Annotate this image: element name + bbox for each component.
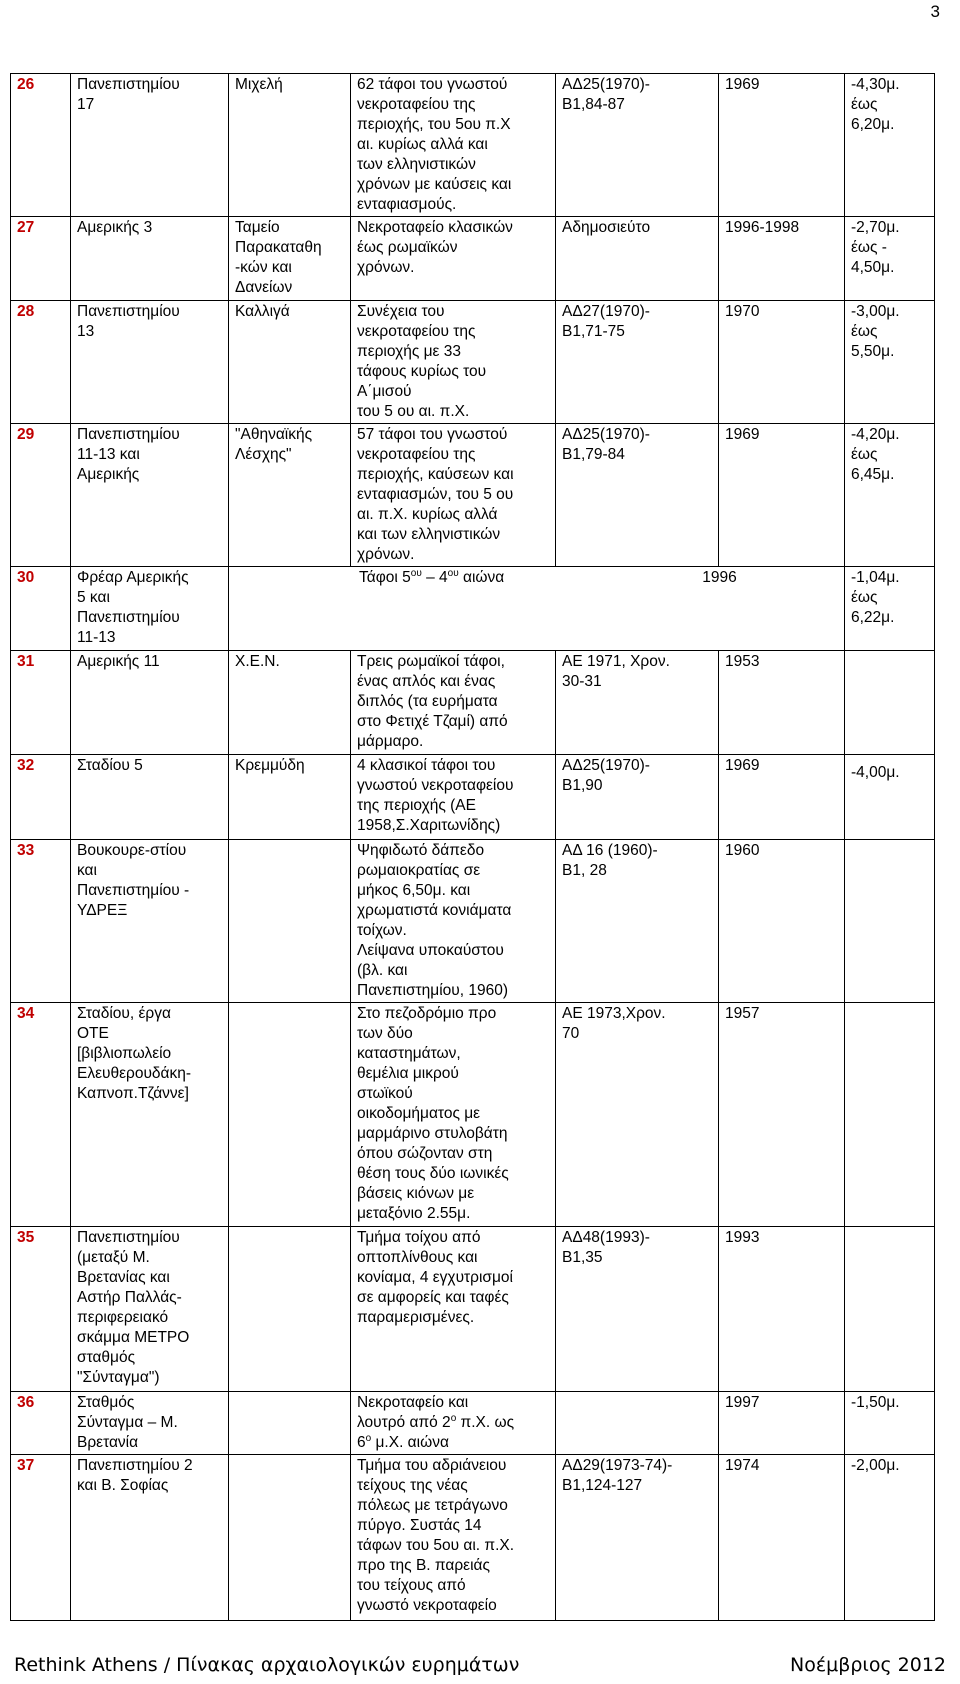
reference-cell: ΑΔ25(1970)- Β1,84-87 xyxy=(556,74,719,217)
row-number: 35 xyxy=(11,1227,71,1392)
page-number: 3 xyxy=(930,2,940,21)
year-cell: 1970 xyxy=(719,301,845,424)
depth-cell xyxy=(845,1227,935,1392)
row-number: 37 xyxy=(11,1455,71,1621)
row-number: 33 xyxy=(11,840,71,1003)
reference-cell: ΑΔ25(1970)- Β1,79-84 xyxy=(556,424,719,567)
year-cell: 1957 xyxy=(719,1003,845,1227)
row-number: 26 xyxy=(11,74,71,217)
owner-cell: Καλλιγά xyxy=(229,301,351,424)
owner-cell: Ταμείο Παρακαταθη -κών και Δανείων xyxy=(229,217,351,301)
findings-table xyxy=(10,73,935,1621)
location-cell: Σταδίου, έργα ΟΤΕ [βιβλιοπωλείο Ελευθερουδάκη- Καπνοπ.Τζάννε] xyxy=(71,1003,229,1227)
year-cell: 1969 xyxy=(719,74,845,217)
year-cell: 1996 xyxy=(702,569,737,586)
location-cell: Πανεπιστημίου 2 και Β. Σοφίας xyxy=(71,1455,229,1621)
desc-sup-2: ο xyxy=(365,1432,372,1444)
location-cell: Φρέαρ Αμερικής 5 και Πανεπιστημίου 11-13 xyxy=(71,567,229,651)
description-cell xyxy=(351,1392,556,1455)
depth-cell: -4,20μ. έως 6,45μ. xyxy=(845,424,935,567)
year-cell: 1969 xyxy=(719,755,845,840)
footer-title: Rethink Athens / Πίνακας αρχαιολογικών ευρημάτων xyxy=(14,1654,520,1676)
table-row xyxy=(11,651,935,755)
reference-cell: ΑΔ 16 (1960)- Β1, 28 xyxy=(556,840,719,1003)
location-cell: Βουκουρε-στίου και Πανεπιστημίου - ΥΔΡΕΞ xyxy=(71,840,229,1003)
depth-cell: -1,04μ. έως 6,22μ. xyxy=(845,567,935,651)
year-cell: 1960 xyxy=(719,840,845,1003)
description-cell: Τμήμα του αδριάνειου τείχους της νέας πόλεως με τετράγωνο πύργο. Συστάς 14 τάφων του 5ου αι. π.Χ. προ της Β. παρειάς του τείχους από γνωστό νεκροταφείο xyxy=(351,1455,556,1621)
reference-cell: ΑΕ 1973,Χρον. 70 xyxy=(556,1003,719,1227)
depth-cell: -2,70μ. έως - 4,50μ. xyxy=(845,217,935,301)
description-cell: Τρεις ρωμαϊκοί τάφοι, ένας απλός και ένας διπλός (τα ευρήματα στο Φετιχέ Τζαμί) από μάρμαρο. xyxy=(351,651,556,755)
owner-cell: Κρεμμύδη xyxy=(229,755,351,840)
row-number: 36 xyxy=(11,1392,71,1455)
row-number: 32 xyxy=(11,755,71,840)
table-row xyxy=(11,1392,935,1455)
merged-text-b: – 4 xyxy=(421,569,448,586)
reference-cell: ΑΔ29(1973-74)- Β1,124-127 xyxy=(556,1455,719,1621)
owner-cell xyxy=(229,1003,351,1227)
row-number: 27 xyxy=(11,217,71,301)
owner-cell xyxy=(229,1227,351,1392)
description-cell: 4 κλασικοί τάφοι του γνωστού νεκροταφείου της περιοχής (ΑΕ 1958,Σ.Χαριτωνίδης) xyxy=(351,755,556,840)
description-cell: Ψηφιδωτό δάπεδο ρωμαιοκρατίας σε μήκος 6,50μ. και χρωματιστά κονιάματα τοίχων. Λείψανα υποκαύστου (βλ. και Πανεπιστημίου, 1960) xyxy=(351,840,556,1003)
year-cell: 1993 xyxy=(719,1227,845,1392)
location-cell: Σταθμός Σύνταγμα – Μ. Βρετανία xyxy=(71,1392,229,1455)
reference-cell: ΑΔ27(1970)- Β1,71-75 xyxy=(556,301,719,424)
merged-description-cell xyxy=(229,567,845,651)
year-cell: 1969 xyxy=(719,424,845,567)
owner-cell: Χ.Ε.Ν. xyxy=(229,651,351,755)
merged-sup-1: ου xyxy=(410,567,422,579)
location-cell: Αμερικής 3 xyxy=(71,217,229,301)
merged-text-c: αιώνα xyxy=(458,569,505,586)
year-cell: 1997 xyxy=(719,1392,845,1455)
depth-cell xyxy=(845,840,935,1003)
desc-sup-1: ο xyxy=(450,1412,457,1424)
row-number: 29 xyxy=(11,424,71,567)
depth-cell xyxy=(845,1003,935,1227)
table-row xyxy=(11,74,935,217)
location-cell: Πανεπιστημίου 11-13 και Αμερικής xyxy=(71,424,229,567)
location-cell: Πανεπιστημίου 17 xyxy=(71,74,229,217)
depth-cell: -3,00μ. έως 5,50μ. xyxy=(845,301,935,424)
owner-cell xyxy=(229,840,351,1003)
location-cell: Πανεπιστημίου 13 xyxy=(71,301,229,424)
row-number: 34 xyxy=(11,1003,71,1227)
reference-cell: ΑΕ 1971, Χρον. 30-31 xyxy=(556,651,719,755)
year-cell: 1974 xyxy=(719,1455,845,1621)
depth-cell: -4,00μ. xyxy=(845,755,935,840)
reference-cell: Αδημοσιεύτο xyxy=(556,217,719,301)
description-cell: Συνέχεια του νεκροταφείου της περιοχής με 33 τάφους κυρίως του Α΄μισού του 5 ου αι. π.Χ. xyxy=(351,301,556,424)
page-footer xyxy=(14,1654,946,1676)
description-cell: 57 τάφοι του γνωστού νεκροταφείου της περιοχής, καύσεων και ενταφιασμών, του 5 ου αι. π.Χ. κυρίως αλλά και των ελληνιστικών χρόνων. xyxy=(351,424,556,567)
desc-text-b: π.Χ. ως 6 xyxy=(357,1414,515,1451)
footer-date: Νοέμβριος 2012 xyxy=(790,1654,946,1676)
depth-cell: -1,50μ. xyxy=(845,1392,935,1455)
reference-cell: ΑΔ48(1993)- Β1,35 xyxy=(556,1227,719,1392)
year-cell: 1953 xyxy=(719,651,845,755)
location-cell: Σταδίου 5 xyxy=(71,755,229,840)
depth-cell: -2,00μ. xyxy=(845,1455,935,1621)
location-cell: Πανεπιστημίου (μεταξύ Μ. Βρετανίας και Αστήρ Παλλάς- περιφερειακό σκάμμα ΜΕΤΡΟ σταθμός "Σύνταγμα") xyxy=(71,1227,229,1392)
description-cell: 62 τάφοι του γνωστού νεκροταφείου της περιοχής, του 5ου π.Χ αι. κυρίως αλλά και των ελληνιστικών χρόνων με καύσεις και ενταφιασμούς. xyxy=(351,74,556,217)
table-row xyxy=(11,1455,935,1621)
depth-cell: -4,30μ. έως 6,20μ. xyxy=(845,74,935,217)
row-number: 28 xyxy=(11,301,71,424)
depth-cell xyxy=(845,651,935,755)
merged-sup-2: ου xyxy=(447,567,459,579)
table-row xyxy=(11,840,935,1003)
table-row xyxy=(11,1227,935,1392)
year-cell: 1996-1998 xyxy=(719,217,845,301)
row-number: 30 xyxy=(11,567,71,651)
reference-cell xyxy=(556,1392,719,1455)
table-row xyxy=(11,755,935,840)
owner-cell xyxy=(229,1392,351,1455)
location-cell: Αμερικής 11 xyxy=(71,651,229,755)
owner-cell: Μιχελή xyxy=(229,74,351,217)
table-row xyxy=(11,424,935,567)
reference-cell: ΑΔ25(1970)- Β1,90 xyxy=(556,755,719,840)
description-cell: Νεκροταφείο κλασικών έως ρωμαϊκών χρόνων. xyxy=(351,217,556,301)
desc-text-c: μ.Χ. αιώνα xyxy=(371,1434,449,1451)
description-cell: Τμήμα τοίχου από οπτοπλίνθους και κονίαμα, 4 εγχυτρισμοί σε αμφορείς και ταφές παραμερισμένες. xyxy=(351,1227,556,1392)
owner-cell: "Αθηναϊκής Λέσχης" xyxy=(229,424,351,567)
merged-text-a: Τάφοι 5 xyxy=(359,569,411,586)
desc-text-a: Νεκροταφείο και λουτρό από 2 xyxy=(357,1394,469,1431)
owner-cell xyxy=(229,1455,351,1621)
table-row xyxy=(11,217,935,301)
description-cell: Στο πεζοδρόμιο προ των δύο καταστημάτων, θεμέλια μικρού στωϊκού οικοδομήματος με μαρμάρινο στυλοβάτη όπου σώζονταν στη θέση τους δύο ιωνικές βάσεις κιόνων με μεταξόνιο 2.55μ. xyxy=(351,1003,556,1227)
table-row xyxy=(11,301,935,424)
row-number: 31 xyxy=(11,651,71,755)
table-row xyxy=(11,1003,935,1227)
table-row xyxy=(11,567,935,651)
